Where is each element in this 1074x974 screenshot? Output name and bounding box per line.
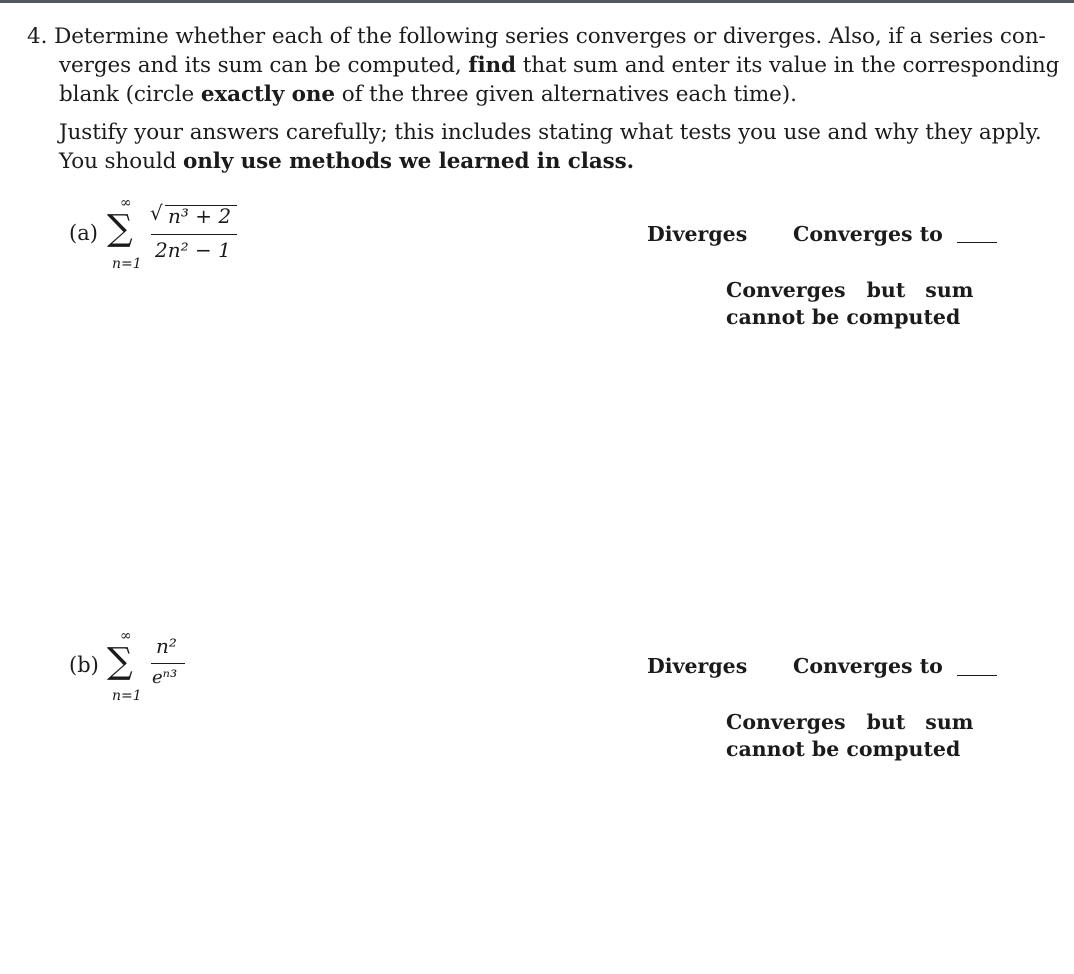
text: You should	[59, 149, 183, 174]
numerator: n³ + 2	[168, 204, 232, 228]
bold-exactly-one: exactly one	[200, 82, 335, 107]
text: Justify your answers carefully; this includes stating what tests you use and why they apply.	[59, 120, 1042, 145]
fraction-bar	[151, 663, 185, 664]
text: but	[866, 710, 906, 734]
text: sum	[925, 278, 974, 302]
sigma-symbol: ∑	[107, 641, 133, 682]
question-line-1	[27, 22, 1046, 51]
text: verges and its sum can be computed,	[59, 53, 469, 78]
sigma-symbol: ∑	[107, 208, 133, 249]
text: Converges	[726, 278, 846, 302]
question-line-4	[59, 118, 1042, 147]
sum-lower-limit: n=1	[112, 688, 142, 704]
bold-methods: only use methods we learned in class.	[183, 149, 635, 174]
text: that sum and enter its value in the corresponding	[515, 53, 1060, 78]
question-text-1: Determine whether each of the following series converges or diverges. Also, if a series con-	[54, 24, 1046, 49]
bold-find: find	[468, 53, 516, 78]
top-border	[0, 0, 1074, 3]
denominator: 2n² − 1	[155, 238, 231, 262]
answer-blank[interactable]	[957, 675, 997, 676]
option-diverges[interactable]: Diverges	[647, 654, 748, 678]
sum-lower-limit: n=1	[112, 256, 142, 272]
part-label: (b)	[69, 653, 99, 677]
text: sum	[925, 710, 974, 734]
question-line-3	[59, 80, 797, 109]
sum-upper-limit: ∞	[120, 628, 132, 644]
option-cannot-compute-line2[interactable]: cannot be computed	[726, 737, 961, 761]
question-number: 4.	[27, 24, 48, 49]
option-cannot-compute-line1[interactable]	[726, 278, 973, 302]
option-diverges[interactable]: Diverges	[647, 222, 748, 246]
answer-blank[interactable]	[957, 242, 997, 243]
fraction-bar	[151, 234, 237, 235]
sum-upper-limit: ∞	[120, 195, 132, 211]
option-cannot-compute-line1[interactable]	[726, 710, 973, 734]
option-converges-to[interactable]: Converges to	[793, 222, 943, 246]
option-cannot-compute-line2[interactable]: cannot be computed	[726, 305, 961, 329]
part-label: (a)	[69, 221, 98, 245]
question-line-2	[59, 51, 1059, 80]
text: Converges	[726, 710, 846, 734]
option-converges-to[interactable]: Converges to	[793, 654, 943, 678]
question-line-5	[59, 147, 634, 176]
sqrt-symbol: √	[150, 201, 163, 225]
text: blank (circle	[59, 82, 201, 107]
text: but	[866, 278, 906, 302]
denominator: eⁿ³	[152, 667, 178, 688]
text: of the three given alternatives each time).	[334, 82, 797, 107]
numerator: n²	[156, 634, 177, 658]
